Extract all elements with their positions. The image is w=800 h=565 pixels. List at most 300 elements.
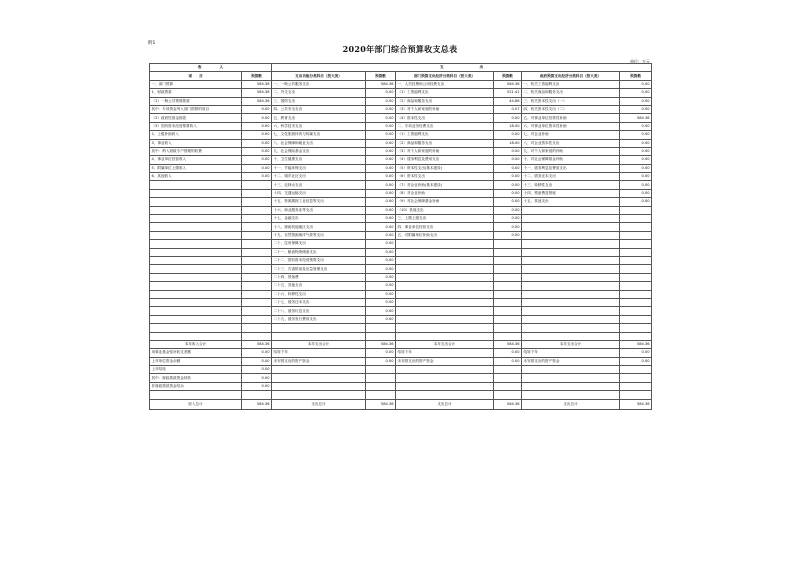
- func-item-cell: [272, 382, 366, 390]
- dept-budget-cell: [494, 282, 522, 290]
- income-item-cell: [150, 189, 242, 197]
- gov-budget-cell: 0.00: [620, 173, 652, 181]
- income-budget-cell: 0.00: [242, 173, 272, 181]
- income-item-cell: [150, 223, 242, 231]
- dept-item-cell: [396, 382, 494, 390]
- gov-item-cell: 四、机关资本性支出（二）: [522, 105, 620, 113]
- income-item-cell: [150, 298, 242, 306]
- income-item-cell: [150, 215, 242, 223]
- dept-item-cell: （2）商品和服务支出: [396, 139, 494, 147]
- income-grand-total-value: 584.36: [242, 399, 272, 410]
- income-item-cell: [150, 273, 242, 281]
- func-budget-cell: [366, 374, 396, 382]
- dept-item-cell: 二、专项业务经费支出: [396, 122, 494, 130]
- gov-item-cell: 二、机关商品和服务支出: [522, 89, 620, 97]
- dept-item-cell: （8）对企业补助: [396, 189, 494, 197]
- func-item-cell: 十七、金融支出: [272, 215, 366, 223]
- gov-item-cell: [522, 248, 620, 256]
- gov-budget-cell: [620, 298, 652, 306]
- dept-budget-cell: 0.00: [494, 215, 522, 223]
- func-budget-cell: 0.00: [366, 240, 396, 248]
- this-year-total-row: [150, 340, 652, 348]
- income-item-cell: 1、财政拨款: [150, 89, 242, 97]
- func-budget-cell: 0.00: [366, 156, 396, 164]
- income-item-cell: [150, 240, 242, 248]
- func-budget-cell: 0.00: [366, 273, 396, 281]
- dept-item-cell: 三、上缴上级支出: [396, 215, 494, 223]
- table-row: [150, 156, 652, 164]
- func-item-cell: [272, 374, 366, 382]
- gov-item-cell: [522, 240, 620, 248]
- dept-budget-cell: 0.00: [494, 223, 522, 231]
- gov-budget-cell: [620, 240, 652, 248]
- gov-budget-cell: [620, 231, 652, 239]
- income-budget-cell: 0.00: [242, 114, 272, 122]
- dept-budget-cell: [494, 248, 522, 256]
- dept-item-cell: （7）对企业补助(基本建设): [396, 181, 494, 189]
- func-item-cell: 十五、资源勘探工业信息等支出: [272, 198, 366, 206]
- gov-budget-cell: [620, 248, 652, 256]
- income-budget-cell: 0.00: [242, 147, 272, 155]
- dept-budget-cell: 521.41: [494, 89, 522, 97]
- dept-item-cell: （1）工资福利支出: [396, 89, 494, 97]
- dept-budget-cell: 0.00: [494, 349, 522, 357]
- gov-budget-cell: 0.00: [620, 198, 652, 206]
- gov-budget-cell: [620, 206, 652, 214]
- income-total-value: 584.36: [242, 340, 272, 348]
- dept-budget-cell: 18.00: [494, 122, 522, 130]
- dept-item-cell: [396, 366, 494, 374]
- func-total-value: 584.36: [366, 340, 396, 348]
- income-budget-cell: 0.00: [242, 366, 272, 374]
- func-item-cell: 一、一般公共服务支出: [272, 80, 366, 88]
- gov-item-cell: 十一、债务利息及费用支出: [522, 164, 620, 172]
- func-item-cell: 八、社会保障和就业支出: [272, 139, 366, 147]
- dept-item-cell: [396, 307, 494, 315]
- income-item-cell: [150, 181, 242, 189]
- gov-budget-cell: 0.00: [620, 156, 652, 164]
- income-item-cell: [150, 206, 242, 214]
- gov-budget-cell: 0.00: [620, 97, 652, 105]
- table-row: [150, 315, 652, 323]
- func-budget-cell: 0.00: [366, 97, 396, 105]
- income-budget-cell: 584.36: [242, 80, 272, 88]
- income-item-cell: [150, 282, 242, 290]
- gov-budget-cell: 0.00: [620, 80, 652, 88]
- budget-header: 预算数: [366, 72, 396, 80]
- table-row: [150, 273, 652, 281]
- dept-item-cell: （2）商品和服务支出: [396, 97, 494, 105]
- gov-item-cell: 十三、转移性支出: [522, 181, 620, 189]
- income-budget-cell: [242, 307, 272, 315]
- dept-item-cell: （5）资本性支出(基本建设): [396, 164, 494, 172]
- income-budget-cell: 0.00: [242, 139, 272, 147]
- dept-item-cell: [396, 332, 494, 340]
- income-item-cell: [150, 198, 242, 206]
- table-row: [150, 198, 652, 206]
- dept-item-cell: （3）对个人和家庭的补助: [396, 147, 494, 155]
- gov-budget-cell: [620, 215, 652, 223]
- func-item-cell: 二十四、预备费: [272, 273, 366, 281]
- table-row: [150, 332, 652, 340]
- gov-budget-cell: [620, 332, 652, 340]
- lower-table-body: [150, 349, 652, 399]
- budget-header: 预算数: [620, 72, 652, 80]
- gov-item-cell: [522, 382, 620, 390]
- table-row: [150, 248, 652, 256]
- income-item-cell: 6、其他收入: [150, 173, 242, 181]
- gov-item-cell: [522, 215, 620, 223]
- gov-budget-cell: [620, 307, 652, 315]
- gov-total-value: 584.36: [620, 340, 652, 348]
- income-item-cell: 其中：专项资金列入部门预算的项目: [150, 105, 242, 113]
- func-budget-cell: 0.00: [366, 290, 396, 298]
- func-budget-cell: 0.00: [366, 357, 396, 365]
- func-item-cell: [272, 391, 366, 399]
- gov-item-cell: [522, 273, 620, 281]
- table-row: [150, 231, 652, 239]
- func-budget-cell: 0.00: [366, 131, 396, 139]
- gov-budget-cell: 0.00: [620, 164, 652, 172]
- income-budget-cell: [242, 290, 272, 298]
- func-budget-cell: 0.00: [366, 231, 396, 239]
- income-budget-cell: 584.36: [242, 89, 272, 97]
- income-budget-cell: [242, 324, 272, 332]
- income-item-cell: （3）国有资本经营预算收入: [150, 122, 242, 130]
- table-body: [150, 80, 652, 340]
- func-budget-cell: 0.00: [366, 282, 396, 290]
- income-budget-cell: [242, 265, 272, 273]
- dept-budget-cell: [494, 290, 522, 298]
- income-item-cell: [150, 315, 242, 323]
- attachment-note: 附1: [148, 41, 156, 46]
- income-budget-cell: 0.00: [242, 357, 272, 365]
- func-item-cell: 二十一、粮油物资储备支出: [272, 248, 366, 256]
- gov-grand-total-label: 支出总计: [522, 399, 620, 410]
- gov-budget-cell: 0.00: [620, 131, 652, 139]
- gov-budget-cell: 0.00: [620, 189, 652, 197]
- dept-budget-cell: [494, 366, 522, 374]
- table-row: [150, 357, 652, 365]
- dept-budget-cell: 0.00: [494, 357, 522, 365]
- table-row: [150, 366, 652, 374]
- dept-budget-cell: 0.00: [494, 173, 522, 181]
- dept-item-cell: [396, 315, 494, 323]
- dept-budget-cell: [494, 391, 522, 399]
- func-budget-cell: 584.36: [366, 80, 396, 88]
- gov-econ-class-header: 政府预算支出经济分类科目（按大类）: [522, 72, 620, 80]
- income-budget-cell: [242, 332, 272, 340]
- func-total-label: 本年支出合计: [272, 340, 366, 348]
- gov-budget-cell: [620, 324, 652, 332]
- dept-item-cell: [396, 282, 494, 290]
- gov-item-cell: [522, 223, 620, 231]
- income-budget-cell: 0.00: [242, 164, 272, 172]
- income-budget-cell: [242, 391, 272, 399]
- func-budget-cell: 0.00: [366, 298, 396, 306]
- income-item-cell: 其中：财政拨款资金结转: [150, 374, 242, 382]
- dept-item-cell: [396, 391, 494, 399]
- gov-item-cell: [522, 332, 620, 340]
- table-row: [150, 382, 652, 390]
- dept-total-value: 584.36: [494, 340, 522, 348]
- func-budget-cell: 0.00: [366, 189, 396, 197]
- dept-budget-cell: 0.00: [494, 206, 522, 214]
- table-row: [150, 223, 652, 231]
- table-row: [150, 131, 652, 139]
- table-row: [150, 189, 652, 197]
- func-item-cell: 十三、农林水支出: [272, 181, 366, 189]
- dept-budget-cell: [494, 382, 522, 390]
- dept-budget-cell: [494, 240, 522, 248]
- func-item-cell: 九、社会保险基金支出: [272, 147, 366, 155]
- dept-total-label: 本年支出合计: [396, 340, 494, 348]
- gov-budget-cell: 0.00: [620, 349, 652, 357]
- income-item-cell: 2、上级补助收入: [150, 131, 242, 139]
- func-item-cell: 未安排支出的资产资金: [272, 357, 366, 365]
- func-class-header: 支出功能分类科目（按大类）: [272, 72, 366, 80]
- income-budget-cell: [242, 215, 272, 223]
- table-row: [150, 265, 652, 273]
- income-budget-cell: 0.00: [242, 156, 272, 164]
- income-budget-cell: [242, 315, 272, 323]
- func-item-cell: [272, 332, 366, 340]
- dept-item-cell: [396, 324, 494, 332]
- gov-item-cell: [522, 366, 620, 374]
- dept-grand-total-value: 584.36: [494, 399, 522, 410]
- func-budget-cell: [366, 382, 396, 390]
- table-row: [150, 114, 652, 122]
- dept-budget-cell: [494, 307, 522, 315]
- func-item-cell: 十九、自然资源海洋气象等支出: [272, 231, 366, 239]
- gov-item-cell: 五、对事业单位经常性补助: [522, 114, 620, 122]
- gov-budget-cell: [620, 290, 652, 298]
- dept-item-cell: 结转下年: [396, 349, 494, 357]
- dept-item-cell: 五、对附属单位补助支出: [396, 231, 494, 239]
- table-row: [150, 349, 652, 357]
- dept-item-cell: [396, 290, 494, 298]
- func-item-cell: 二十八、债务付息支出: [272, 307, 366, 315]
- dept-item-cell: （6）资本性支出: [396, 173, 494, 181]
- income-budget-cell: 0.00: [242, 131, 272, 139]
- gov-grand-total-value: 584.36: [620, 399, 652, 410]
- gov-item-cell: [522, 315, 620, 323]
- income-item-cell: （1）一般公共预算拨款: [150, 97, 242, 105]
- gov-budget-cell: [620, 366, 652, 374]
- income-item-cell: [150, 332, 242, 340]
- func-budget-cell: [366, 391, 396, 399]
- income-item-cell: 4、事业单位经营收入: [150, 156, 242, 164]
- income-budget-cell: [242, 282, 272, 290]
- func-budget-cell: 0.00: [366, 164, 396, 172]
- dept-budget-cell: 0.07: [494, 105, 522, 113]
- gov-budget-cell: [620, 382, 652, 390]
- func-item-cell: 二十二、国有资本经营预算支出: [272, 256, 366, 264]
- func-budget-cell: 0.00: [366, 105, 396, 113]
- table-row: [150, 307, 652, 315]
- gov-budget-cell: 0.00: [620, 89, 652, 97]
- income-budget-cell: [242, 256, 272, 264]
- income-item-cell: 5、附属单位上缴收入: [150, 164, 242, 172]
- income-budget-cell: [242, 248, 272, 256]
- gov-item-cell: [522, 391, 620, 399]
- func-budget-cell: 0.00: [366, 223, 396, 231]
- func-budget-cell: 0.00: [366, 265, 396, 273]
- table-row: [150, 391, 652, 399]
- gov-item-cell: 三、机关资本性支出（一）: [522, 97, 620, 105]
- income-item-cell: 3、事业收入: [150, 139, 242, 147]
- gov-budget-cell: 0.00: [620, 139, 652, 147]
- func-item-cell: 七、文化旅游体育与传媒支出: [272, 131, 366, 139]
- income-budget-cell: [242, 198, 272, 206]
- income-section-header: 收 入: [150, 64, 272, 72]
- page-title: 2020年部门综合预算收支总表: [342, 44, 458, 54]
- dept-budget-cell: 0.00: [494, 181, 522, 189]
- gov-budget-cell: [620, 265, 652, 273]
- gov-budget-cell: [620, 273, 652, 281]
- dept-item-cell: [396, 265, 494, 273]
- income-item-cell: [150, 231, 242, 239]
- table-row: [150, 290, 652, 298]
- func-item-cell: 二十、住房保障支出: [272, 240, 366, 248]
- income-budget-cell: [242, 273, 272, 281]
- dept-budget-cell: [494, 265, 522, 273]
- income-budget-cell: 0.00: [242, 374, 272, 382]
- table-row: [150, 122, 652, 130]
- dept-budget-cell: 0.00: [494, 231, 522, 239]
- dept-budget-cell: 0.00: [494, 164, 522, 172]
- income-item-cell: [150, 265, 242, 273]
- table-row: [150, 105, 652, 113]
- table-row: [150, 282, 652, 290]
- func-item-cell: 四、公共安全支出: [272, 105, 366, 113]
- gov-item-cell: 十二、债务还本支出: [522, 173, 620, 181]
- gov-item-cell: 未安排支出的资产资金: [522, 357, 620, 365]
- func-item-cell: 二十九、债务发行费用支出: [272, 315, 366, 323]
- func-budget-cell: 0.00: [366, 215, 396, 223]
- func-item-cell: 二、外交支出: [272, 89, 366, 97]
- func-item-cell: 二十六、转移性支出: [272, 290, 366, 298]
- dept-budget-cell: 0.00: [494, 147, 522, 155]
- dept-item-cell: 一、人员经费和公用经费支出: [396, 80, 494, 88]
- table-row: [150, 215, 652, 223]
- func-item-cell: 六、科学技术支出: [272, 122, 366, 130]
- dept-budget-cell: [494, 374, 522, 382]
- dept-budget-cell: 584.36: [494, 80, 522, 88]
- func-item-cell: [272, 366, 366, 374]
- income-item-cell: 其中：纳入财政专户管理的收费: [150, 147, 242, 155]
- gov-budget-cell: [620, 374, 652, 382]
- func-budget-cell: 0.00: [366, 315, 396, 323]
- dept-budget-cell: 0.00: [494, 131, 522, 139]
- dept-budget-cell: [494, 315, 522, 323]
- income-budget-cell: 584.36: [242, 97, 272, 105]
- gov-budget-cell: [620, 256, 652, 264]
- gov-item-cell: 六、对事业单位资本性补助: [522, 122, 620, 130]
- table-row: [150, 97, 652, 105]
- func-budget-cell: 0.00: [366, 139, 396, 147]
- gov-item-cell: 一、机关工资福利支出: [522, 80, 620, 88]
- dept-budget-cell: 0.00: [494, 114, 522, 122]
- income-item-cell: 一、部门预算: [150, 80, 242, 88]
- func-grand-total-label: 支出总计: [272, 399, 366, 410]
- gov-item-cell: 八、对企业资本性支出: [522, 139, 620, 147]
- grand-total-row: [150, 399, 652, 410]
- income-grand-total-label: 收入总计: [150, 399, 242, 410]
- dept-item-cell: （1）工资福利支出: [396, 131, 494, 139]
- income-budget-cell: [242, 206, 272, 214]
- income-budget-cell: [242, 223, 272, 231]
- table-row: [150, 164, 652, 172]
- income-item-cell: 上年单位资金余额: [150, 357, 242, 365]
- table-row: [150, 181, 652, 189]
- income-item-cell: [150, 256, 242, 264]
- income-budget-cell: 0.00: [242, 382, 272, 390]
- income-item-cell: [150, 307, 242, 315]
- gov-item-cell: 结转下年: [522, 349, 620, 357]
- table-row: [150, 206, 652, 214]
- table-row: [150, 89, 652, 97]
- income-budget-cell: [242, 181, 272, 189]
- income-budget-cell: 0.00: [242, 349, 272, 357]
- income-budget-cell: [242, 240, 272, 248]
- gov-item-cell: 十、对社会保障基金补助: [522, 156, 620, 164]
- func-item-cell: 二十七、债务还本支出: [272, 298, 366, 306]
- gov-item-cell: [522, 324, 620, 332]
- dept-budget-cell: 0.00: [494, 189, 522, 197]
- gov-budget-cell: [620, 391, 652, 399]
- income-item-cell: 用事业基金弥补收支差额: [150, 349, 242, 357]
- dept-budget-cell: [494, 298, 522, 306]
- dept-item-cell: （4）资本性支出: [396, 114, 494, 122]
- dept-item-cell: [396, 374, 494, 382]
- expense-section-header: 支 出: [272, 64, 652, 72]
- income-item-cell: 上年结转: [150, 366, 242, 374]
- dept-item-cell: （3）对个人和家庭的补助: [396, 105, 494, 113]
- func-budget-cell: [366, 332, 396, 340]
- func-item-cell: 十、卫生健康支出: [272, 156, 366, 164]
- income-item-cell: [150, 391, 242, 399]
- gov-item-cell: [522, 374, 620, 382]
- dept-item-cell: [396, 240, 494, 248]
- func-item-cell: 十二、城乡社区支出: [272, 173, 366, 181]
- gov-item-cell: [522, 290, 620, 298]
- func-budget-cell: 0.00: [366, 89, 396, 97]
- func-budget-cell: 0.00: [366, 307, 396, 315]
- gov-item-cell: [522, 282, 620, 290]
- dept-budget-cell: 18.00: [494, 139, 522, 147]
- table-row: [150, 240, 652, 248]
- gov-budget-cell: [620, 315, 652, 323]
- dept-item-cell: [396, 298, 494, 306]
- func-budget-cell: 0.00: [366, 248, 396, 256]
- income-item-cell: 非财政拨款资金结余: [150, 382, 242, 390]
- gov-item-cell: 九、对个人和家庭的补助: [522, 147, 620, 155]
- gov-item-cell: [522, 231, 620, 239]
- dept-budget-cell: [494, 324, 522, 332]
- gov-item-cell: [522, 256, 620, 264]
- income-budget-cell: 0.00: [242, 122, 272, 130]
- item-header: 项 目: [150, 72, 242, 80]
- func-budget-cell: 0.00: [366, 256, 396, 264]
- dept-item-cell: [396, 256, 494, 264]
- dept-item-cell: 四、事业单位经营支出: [396, 223, 494, 231]
- dept-item-cell: （9）对社会保障基金补助: [396, 198, 494, 206]
- gov-item-cell: [522, 307, 620, 315]
- dept-item-cell: [396, 248, 494, 256]
- income-item-cell: （2）政府性基金拨款: [150, 114, 242, 122]
- dept-item-cell: （4）债务利息及费用支出: [396, 156, 494, 164]
